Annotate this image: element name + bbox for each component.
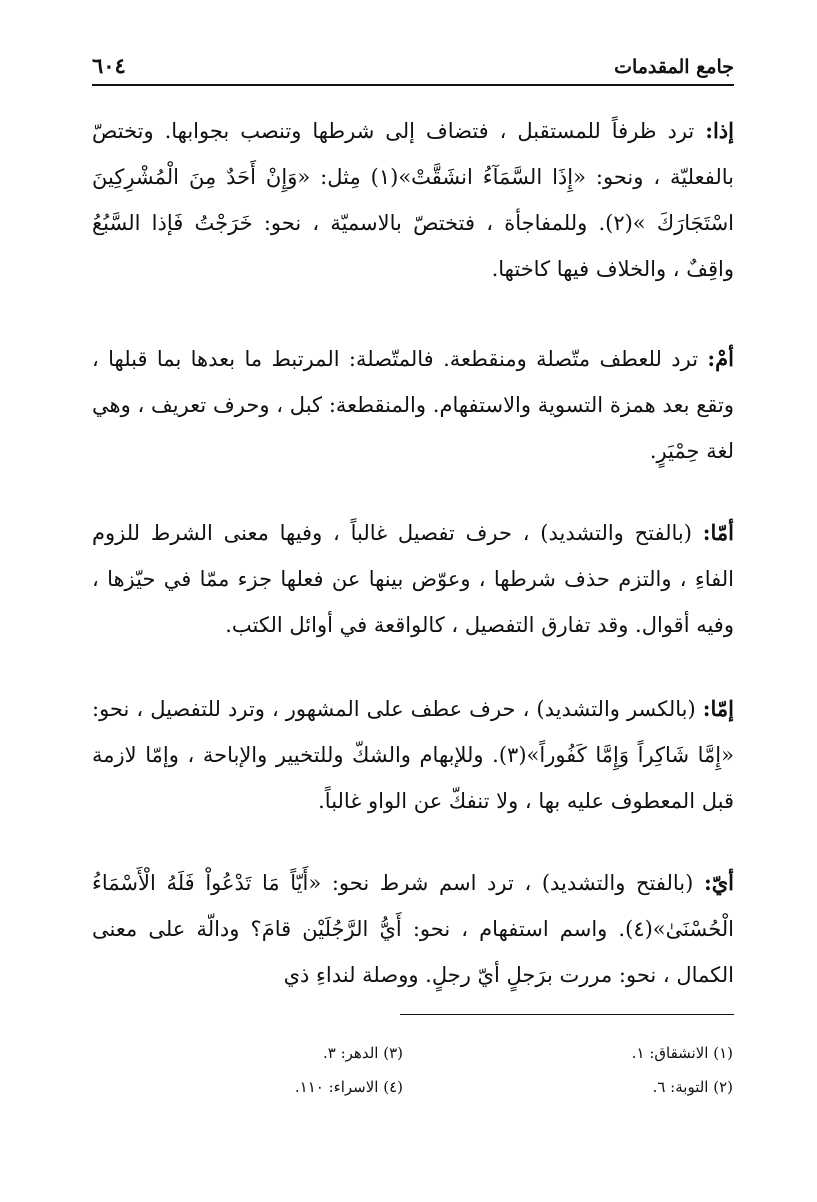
footnote-2: (٢) التوبة: ٦. <box>652 1078 733 1096</box>
entry-body: (بالفتح والتشديد) ، ترد اسم شرط نحو: «أَيّاً مَا تَدْعُواْ فَلَهُ الْأَسْمَاءُ الْحُسْنَىٰ»(٤). واسم استفهام ، نحو: أَيُّ الرَّجُلَيْن قامَ؟ ودالّة على معنى الكمال ، نحو: مررت برَجلٍ أيّ رجلٍ. ووصلة لنداءِ ذي <box>92 871 734 987</box>
footnote-4: (٤) الاسراء: ١١٠. <box>294 1078 403 1096</box>
entry-term: أيّ: <box>703 870 734 895</box>
running-header <box>92 46 734 86</box>
entry-body: ترد للعطف متّصلة ومنقطعة. فالمتّصلة: المرتبط ما بعدها بما قبلها ، وتقع بعد همزة التسوية والاستفهام. والمنقطعة: كبل ، وحرف تعريف ، وهي لغة حِمْيَرٍ. <box>92 347 734 463</box>
entry-term: إذا: <box>705 118 734 143</box>
entry-imma <box>92 686 734 824</box>
entry-term: أمْ: <box>707 346 734 371</box>
footnote-1: (١) الانشقاق: ١. <box>631 1044 733 1062</box>
entry-body: ترد ظرفاً للمستقبل ، فتضاف إلى شرطها وتنصب بجوابها. وتختصّ بالفعليّة ، ونحو: «إِذَا السَّمَآءُ انشَقَّتْ»(١) مِثل: «وَإِنْ أَحَدٌ مِنَ الْمُشْرِكِينَ اسْتَجَارَكَ »(٢). وللمفاجأة ، فتختصّ بالاسميّة ، نحو: خَرَجْتُ فَإذا السَّبُعُ واقِفٌ ، والخلاف فيها كاختها. <box>92 119 735 281</box>
footnote-3: (٣) الدهر: ٣. <box>322 1044 403 1062</box>
entry-amma <box>92 510 734 648</box>
entry-idha <box>92 108 734 292</box>
page-number: ٦٠٤ <box>92 53 126 78</box>
entry-term: أمّا: <box>702 520 734 545</box>
entry-am <box>92 336 734 474</box>
entry-term: إمّا: <box>702 696 734 721</box>
entry-body: (بالكسر والتشديد) ، حرف عطف على المشهور ، وترد للتفصيل ، نحو: «إِمَّا شَاكِراً وَإِمَّا كَفُوراً»(٣). وللإبهام والشكّ وللتخيير والإباحة ، وإمّا لازمة قبل المعطوف عليه بها ، ولا تنفكّ عن الواو غالباً. <box>92 697 734 813</box>
entry-body: (بالفتح والتشديد) ، حرف تفصيل غالباً ، وفيها معنى الشرط للزوم الفاءِ ، والتزم حذف شرطها ، وعوّض بينها عن فعلها جزء ممّا في حيّزها ، وفيه أقوال. وقد تفارق التفصيل ، كالواقعة في أوائل الكتب. <box>92 521 734 637</box>
entry-ayy <box>92 860 734 998</box>
book-title: جامع المقدمات <box>614 56 734 78</box>
footnote-divider <box>400 1014 734 1015</box>
